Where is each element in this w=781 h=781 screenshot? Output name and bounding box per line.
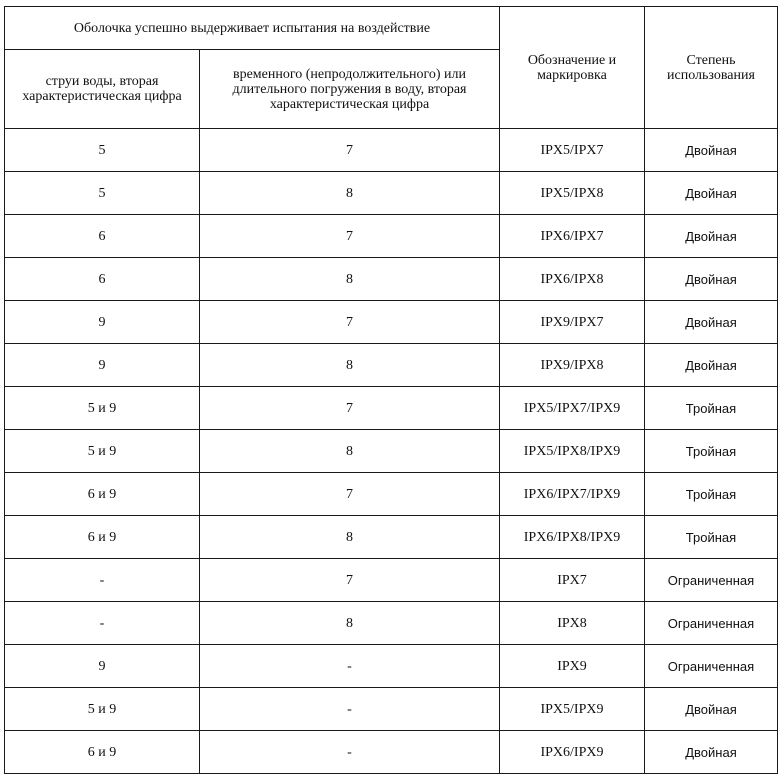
cell-immersion-digit: 8 [200,344,500,387]
header-usage: Степень использования [645,7,778,129]
header-row-main [5,7,778,50]
cell-marking: IPX6/IPX8 [500,258,645,301]
cell-immersion-digit: 8 [200,516,500,559]
cell-marking: IPX5/IPX9 [500,688,645,731]
cell-marking: IPX5/IPX8 [500,172,645,215]
table-row [5,516,778,559]
table-row [5,387,778,430]
header-test-group: Оболочка успешно выдерживает испытания на воздействие [5,7,500,50]
cell-marking: IPX5/IPX7/IPX9 [500,387,645,430]
table-row [5,688,778,731]
header-marking: Обозначение и маркировка [500,7,645,129]
header-immersion: временного (непродолжительного) или длительного погружения в воду, вторая характеристическая цифра [200,50,500,129]
cell-marking: IPX9 [500,645,645,688]
table-row [5,258,778,301]
cell-usage-degree: Двойная [645,688,778,731]
cell-water-jet-digit: 6 [5,215,200,258]
cell-water-jet-digit: 5 и 9 [5,688,200,731]
cell-usage-degree: Тройная [645,430,778,473]
cell-water-jet-digit: 6 и 9 [5,473,200,516]
cell-usage-degree: Двойная [645,215,778,258]
table-row [5,344,778,387]
table-body [5,129,778,774]
cell-usage-degree: Двойная [645,129,778,172]
table-row [5,559,778,602]
cell-immersion-digit: 8 [200,430,500,473]
table-row [5,602,778,645]
cell-water-jet-digit: 6 и 9 [5,516,200,559]
cell-marking: IPX6/IPX8/IPX9 [500,516,645,559]
cell-immersion-digit: 7 [200,215,500,258]
cell-marking: IPX8 [500,602,645,645]
cell-usage-degree: Тройная [645,473,778,516]
cell-water-jet-digit: 5 [5,172,200,215]
cell-marking: IPX5/IPX7 [500,129,645,172]
cell-usage-degree: Тройная [645,516,778,559]
cell-immersion-digit: 8 [200,172,500,215]
table-row [5,301,778,344]
cell-water-jet-digit: 6 [5,258,200,301]
cell-water-jet-digit: 9 [5,344,200,387]
cell-water-jet-digit: 9 [5,645,200,688]
cell-immersion-digit: 7 [200,387,500,430]
cell-usage-degree: Двойная [645,731,778,774]
table-row [5,473,778,516]
table-row [5,645,778,688]
cell-marking: IPX5/IPX8/IPX9 [500,430,645,473]
cell-usage-degree: Двойная [645,344,778,387]
table-row [5,430,778,473]
cell-water-jet-digit: 5 и 9 [5,430,200,473]
header-water-jets: струи воды, вторая характеристическая цифра [5,50,200,129]
cell-water-jet-digit: 5 и 9 [5,387,200,430]
cell-usage-degree: Тройная [645,387,778,430]
cell-water-jet-digit: 9 [5,301,200,344]
cell-usage-degree: Ограниченная [645,645,778,688]
cell-usage-degree: Двойная [645,301,778,344]
cell-usage-degree: Двойная [645,258,778,301]
cell-immersion-digit: 7 [200,129,500,172]
cell-usage-degree: Ограниченная [645,602,778,645]
cell-marking: IPX6/IPX9 [500,731,645,774]
cell-immersion-digit: 7 [200,301,500,344]
cell-water-jet-digit: - [5,602,200,645]
cell-water-jet-digit: 5 [5,129,200,172]
table-row [5,731,778,774]
cell-water-jet-digit: 6 и 9 [5,731,200,774]
cell-immersion-digit: - [200,645,500,688]
table-row [5,215,778,258]
table-row [5,172,778,215]
cell-marking: IPX9/IPX7 [500,301,645,344]
cell-marking: IPX6/IPX7 [500,215,645,258]
cell-immersion-digit: - [200,731,500,774]
cell-marking: IPX6/IPX7/IPX9 [500,473,645,516]
cell-immersion-digit: 7 [200,559,500,602]
cell-immersion-digit: 8 [200,602,500,645]
cell-usage-degree: Двойная [645,172,778,215]
cell-usage-degree: Ограниченная [645,559,778,602]
cell-water-jet-digit: - [5,559,200,602]
cell-immersion-digit: - [200,688,500,731]
cell-marking: IPX7 [500,559,645,602]
cell-marking: IPX9/IPX8 [500,344,645,387]
ip-marking-table [4,6,778,774]
cell-immersion-digit: 8 [200,258,500,301]
cell-immersion-digit: 7 [200,473,500,516]
table-row [5,129,778,172]
